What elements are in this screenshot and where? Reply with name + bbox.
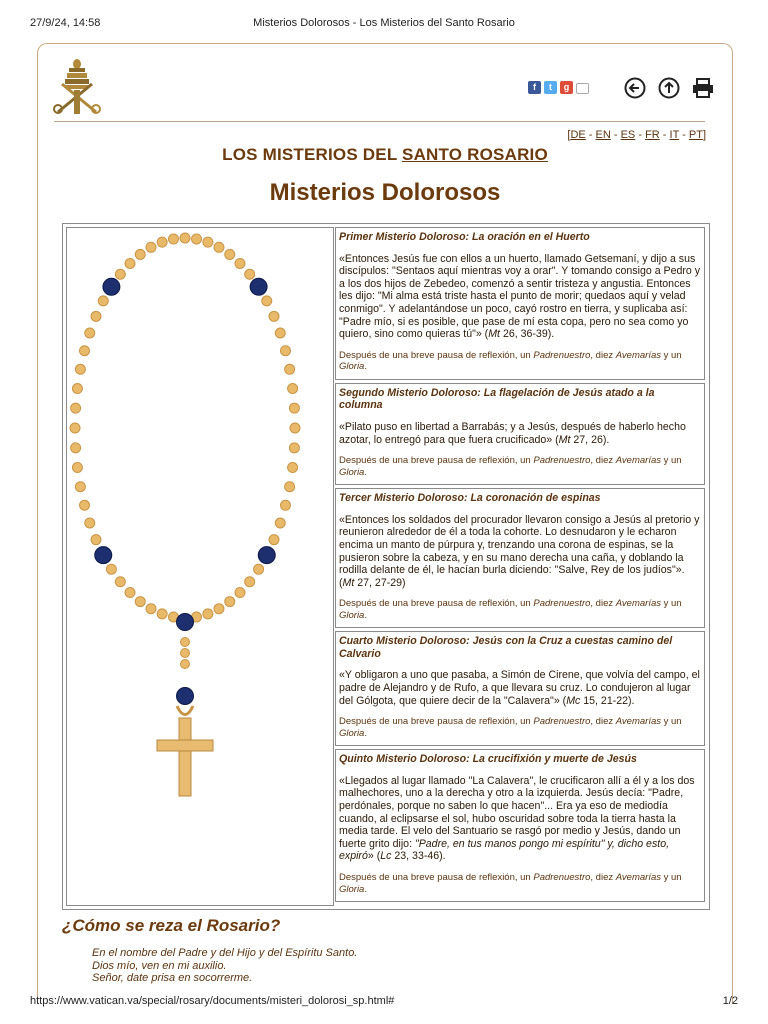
small-bead bbox=[245, 577, 255, 587]
small-bead bbox=[135, 249, 145, 259]
small-bead bbox=[280, 500, 290, 510]
mystery-4 bbox=[335, 631, 705, 746]
mysteries-table bbox=[62, 223, 710, 910]
mystery-pause: Después de una breve pausa de reflexión, un Padrenuestro, diez Avemarías y un Gloria. bbox=[339, 349, 682, 373]
mystery-pause: Después de una breve pausa de reflexión, un Padrenuestro, diez Avemarías y un Gloria. bbox=[339, 598, 682, 621]
print-title: Misterios Dolorosos - Los Misterios del Santo Rosario bbox=[253, 17, 515, 29]
google-plus-icon[interactable]: g bbox=[560, 81, 573, 94]
cross-horizontal bbox=[157, 740, 213, 751]
prayer-line: En el nombre del Padre y del Hijo y del Espíritu Santo. bbox=[92, 947, 358, 959]
page-title: Misterios Dolorosos bbox=[269, 179, 501, 206]
print-header bbox=[0, 0, 768, 40]
small-bead bbox=[203, 237, 213, 247]
mystery-quote: «Llegados al lugar llamado "La Calavera", le crucificaron allí a él y a los dos malhechores, uno a la derecha y otro a la izquierda. Jesús decía: "Padre, perdónales, porque no saben lo que hacen"... Era ya eso de mediodía cuando, al eclipsarse el sol, hubo oscuridad sobre toda la tierra hasta la media tarde. El velo del Santuario se rasgó por medio y Jesús, dando un fuerte grito dijo: "Padre, en tus manos pongo mi espíritu" y, dicho esto, expiró» (Lc 23, 33-46). bbox=[339, 774, 695, 863]
small-bead bbox=[262, 296, 272, 306]
prayer-lines bbox=[92, 947, 357, 985]
small-bead bbox=[80, 346, 90, 356]
mystery-title: Quinto Misterio Doloroso: La crucifixión y muerte de Jesús bbox=[339, 753, 637, 766]
rosary-illustration bbox=[67, 228, 333, 905]
share-icons bbox=[528, 81, 589, 94]
small-bead bbox=[71, 403, 81, 413]
mystery-title: Tercer Misterio Doloroso: La coronación de espinas bbox=[339, 492, 601, 505]
small-bead bbox=[180, 233, 190, 243]
print-datetime: 27/9/24, 14:58 bbox=[30, 17, 101, 29]
small-bead bbox=[125, 258, 135, 268]
small-bead bbox=[75, 364, 85, 374]
prayer-line: Señor, date prisa en socorrerme. bbox=[92, 972, 253, 984]
small-bead bbox=[214, 604, 224, 614]
small-bead bbox=[71, 443, 81, 453]
big-bead bbox=[95, 547, 112, 564]
small-bead bbox=[70, 423, 80, 433]
small-bead bbox=[288, 383, 298, 393]
print-icon[interactable] bbox=[692, 77, 714, 99]
small-bead bbox=[146, 604, 156, 614]
mystery-quote: «Y obligaron a uno que pasaba, a Simón de Cirene, que volvía del campo, el padre de Alejandro y de Rufo, a que llevara su cruz. Lo condujeron al lugar del Gólgota, que quiere decir de la "Calavera"» (Mc 15, 21-22). bbox=[339, 669, 700, 707]
santo-rosario-link[interactable]: SANTO ROSARIO bbox=[402, 145, 548, 164]
small-bead bbox=[191, 234, 201, 244]
mystery-pause: Después de una breve pausa de reflexión, un Padrenuestro, diez Avemarías y un Gloria. bbox=[339, 455, 682, 478]
big-bead bbox=[103, 278, 120, 295]
prayer-line: Dios mío, ven en mi auxilio. bbox=[92, 959, 227, 972]
small-bead bbox=[181, 660, 190, 669]
big-bead bbox=[250, 278, 267, 295]
big-bead bbox=[177, 688, 194, 705]
small-bead bbox=[235, 258, 245, 268]
small-bead bbox=[115, 577, 125, 587]
small-bead bbox=[169, 234, 179, 244]
back-arrow-icon[interactable] bbox=[624, 77, 646, 99]
small-bead bbox=[289, 443, 299, 453]
small-bead bbox=[285, 364, 295, 374]
mystery-3 bbox=[335, 488, 705, 628]
page-number: 1/2 bbox=[722, 995, 738, 1007]
how-to-pray-heading: ¿Cómo se reza el Rosario? bbox=[62, 916, 281, 935]
small-bead bbox=[181, 649, 190, 658]
lang-pt[interactable]: PT bbox=[688, 129, 703, 141]
small-bead bbox=[135, 597, 145, 607]
small-bead bbox=[225, 249, 235, 259]
small-bead bbox=[275, 518, 285, 528]
small-bead bbox=[98, 296, 108, 306]
small-bead bbox=[157, 609, 167, 619]
small-bead bbox=[288, 463, 298, 473]
facebook-icon[interactable]: f bbox=[528, 81, 541, 94]
mystery-title: Segundo Misterio Doloroso: La flagelación de Jesús atado a la columna bbox=[339, 386, 655, 412]
small-bead bbox=[125, 588, 135, 598]
small-bead bbox=[214, 242, 224, 252]
page-frame bbox=[37, 43, 733, 1004]
small-bead bbox=[146, 242, 156, 252]
mystery-1 bbox=[335, 227, 705, 380]
mystery-quote: «Pilato puso en libertad a Barrabás; y a Jesús, después de haberlo hecho azotar, lo entregó para que fuera crucificado» (Mt 27, 26). bbox=[339, 420, 686, 446]
rosary-image-cell bbox=[66, 227, 334, 906]
small-bead bbox=[285, 482, 295, 492]
big-bead bbox=[258, 547, 275, 564]
small-bead bbox=[235, 588, 245, 598]
lang-en[interactable]: EN bbox=[595, 129, 611, 141]
small-bead bbox=[225, 597, 235, 607]
small-bead bbox=[106, 564, 116, 574]
small-bead bbox=[289, 403, 299, 413]
small-bead bbox=[91, 535, 101, 545]
small-bead bbox=[203, 609, 213, 619]
small-bead bbox=[72, 463, 82, 473]
mystery-5 bbox=[335, 749, 705, 902]
big-bead bbox=[177, 614, 194, 631]
language-links: [DE - EN - ES - FR - IT - PT] bbox=[567, 129, 706, 141]
lang-de[interactable]: DE bbox=[570, 129, 586, 141]
mystery-quote: «Entonces Jesús fue con ellos a un huerto, llamado Getsemaní, y dijo a sus discípulos: "Sentaos aquí mientras voy a orar". Y tomando consigo a Pedro y a los dos hijos de Zebedeo, comenzó a sentir tristeza y angustia. Entonces les dijo: "Mi alma está triste hasta el punto de morir; quedaos aquí y velad conmigo". Y adelantándose un poco, cayó rostro en tierra, y suplicaba así: "Padre mío, si es posible, que pase de mí esta copa, pero no sea como yo quiero, sino como quieras tú"» (Mt 26, 36-39). bbox=[339, 252, 701, 341]
up-arrow-icon[interactable] bbox=[658, 77, 680, 99]
mysteries-list bbox=[335, 227, 705, 905]
small-bead bbox=[245, 269, 255, 279]
mystery-pause: Después de una breve pausa de reflexión, un Padrenuestro, diez Avemarías y un Gloria. bbox=[339, 872, 682, 895]
twitter-icon[interactable]: t bbox=[544, 81, 557, 94]
mystery-2 bbox=[335, 383, 705, 485]
small-bead bbox=[72, 383, 82, 393]
small-bead bbox=[75, 482, 85, 492]
small-bead bbox=[91, 311, 101, 321]
small-bead bbox=[157, 237, 167, 247]
print-url: https://www.vatican.va/special/rosary/documents/misteri_dolorosi_sp.html# bbox=[30, 995, 395, 1007]
mystery-title: Primer Misterio Doloroso: La oración en el Huerto bbox=[339, 231, 590, 243]
print-footer bbox=[0, 993, 768, 1013]
small-bead bbox=[115, 269, 125, 279]
nav-icons bbox=[624, 77, 714, 99]
cross-ring bbox=[177, 706, 193, 715]
lang-fr[interactable]: FR bbox=[645, 129, 660, 141]
section-heading: LOS MISTERIOS DEL SANTO ROSARIO bbox=[222, 145, 548, 164]
small-bead bbox=[280, 346, 290, 356]
small-bead bbox=[85, 328, 95, 338]
small-bead bbox=[80, 500, 90, 510]
small-bead bbox=[269, 311, 279, 321]
small-bead bbox=[254, 564, 264, 574]
mail-icon[interactable] bbox=[576, 83, 589, 94]
lang-es[interactable]: ES bbox=[620, 129, 636, 141]
mystery-pause: Después de una breve pausa de reflexión, un Padrenuestro, diez Avemarías y un Gloria. bbox=[339, 716, 682, 739]
top-bar bbox=[38, 44, 732, 121]
small-bead bbox=[290, 423, 300, 433]
lang-it[interactable]: IT bbox=[669, 129, 680, 141]
cross-vertical bbox=[179, 718, 191, 796]
small-bead bbox=[275, 328, 285, 338]
small-bead bbox=[85, 518, 95, 528]
divider bbox=[54, 121, 705, 122]
small-bead bbox=[269, 535, 279, 545]
mystery-title: Cuarto Misterio Doloroso: Jesús con la Cruz a cuestas camino del Calvario bbox=[339, 635, 673, 660]
papal-emblem-icon bbox=[52, 58, 102, 116]
small-bead bbox=[181, 638, 190, 647]
mystery-quote: «Entonces los soldados del procurador llevaron consigo a Jesús al pretorio y reunieron alrededor de él a toda la cohorte. Lo desnudaron y le echaron encima un manto de púrpura y, trenzando una corona de espinas, se la pusieron sobre la cabeza, y en su mano derecha una caña, y doblando la rodilla delante de él, le hacían burla diciendo: "Salve, Rey de los judíos"». (Mt 27, 27-29) bbox=[339, 513, 700, 589]
